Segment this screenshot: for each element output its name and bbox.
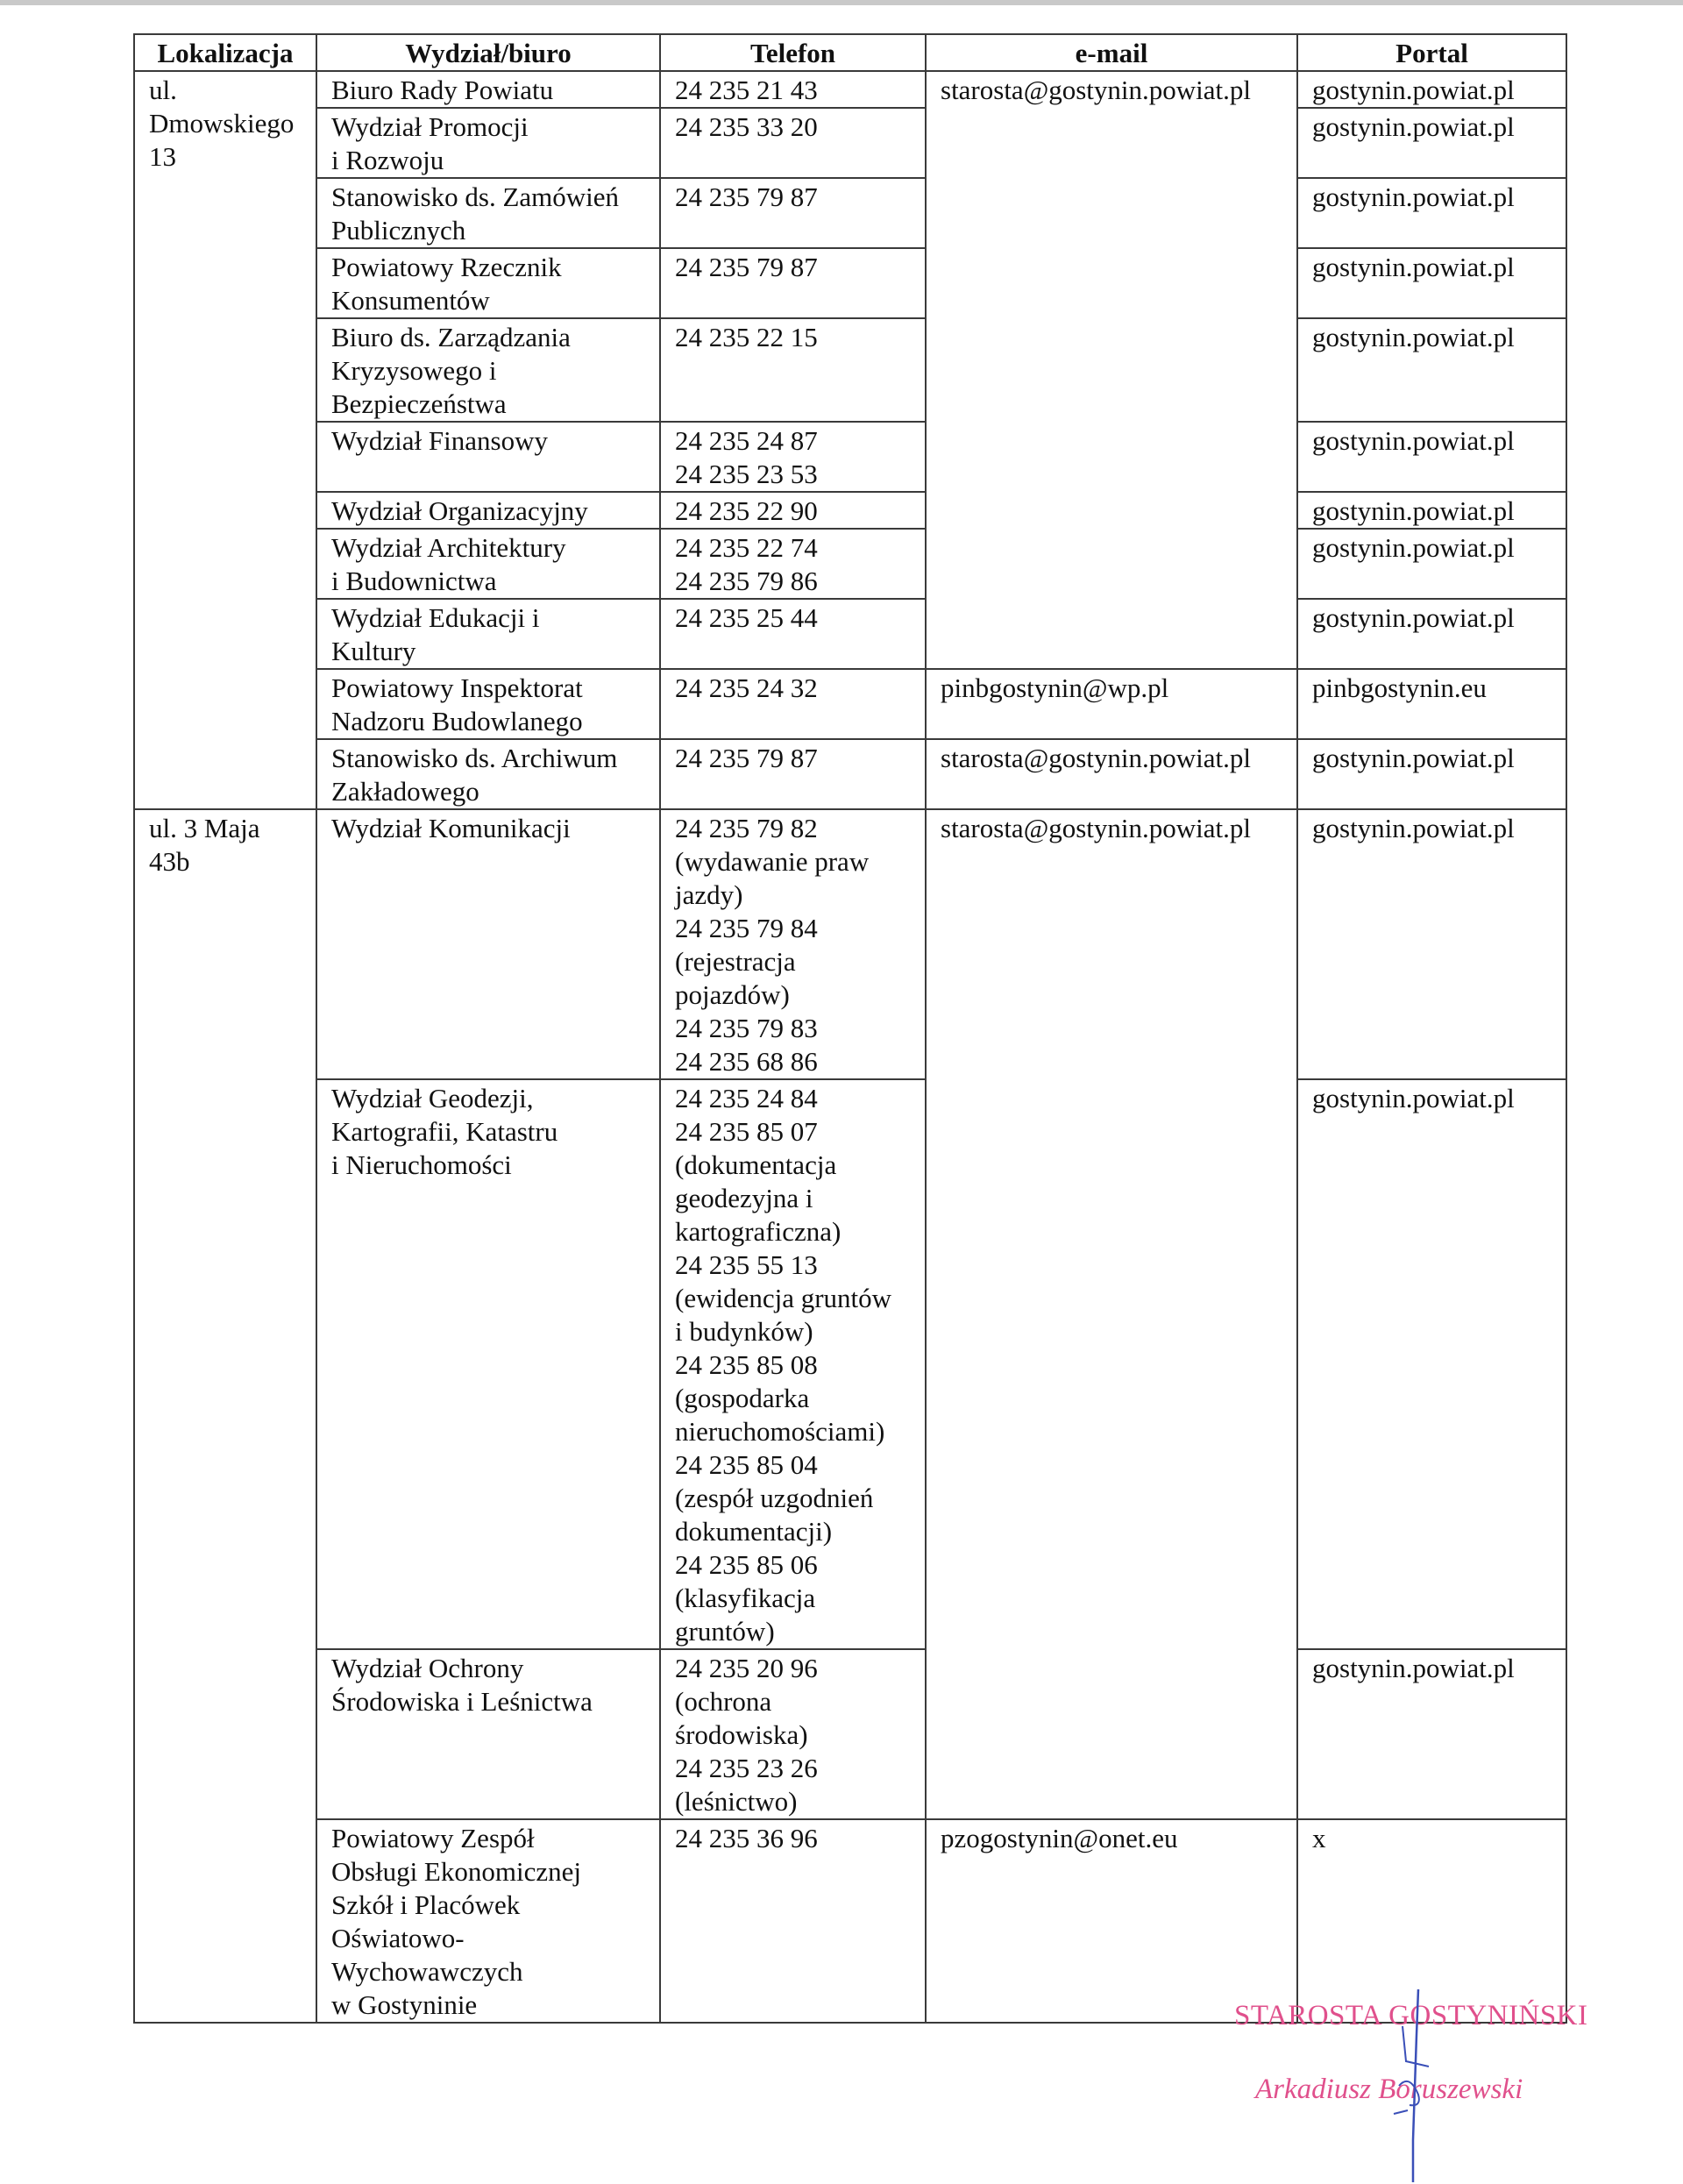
office-line: i Nieruchomości — [331, 1149, 512, 1180]
phone-cell — [660, 599, 926, 669]
phone-cell — [660, 492, 926, 529]
location-line: ul. — [149, 75, 177, 105]
phone-cell — [660, 178, 926, 248]
table-row — [134, 422, 1566, 492]
office-line: Powiatowy Rzecznik — [331, 252, 562, 282]
office-line: Biuro Rady Powiatu — [331, 75, 554, 105]
office-line: Wydział Geodezji, — [331, 1083, 534, 1113]
phone-line: geodezyjna i — [675, 1183, 813, 1213]
phone-line: 24 235 79 87 — [675, 252, 818, 282]
phone-line: jazdy) — [675, 879, 743, 910]
office-cell — [316, 108, 660, 178]
phone-line: 24 235 22 74 — [675, 532, 818, 563]
phone-line: 24 235 85 07 — [675, 1116, 818, 1147]
office-cell — [316, 1079, 660, 1649]
phone-line: 24 235 24 87 — [675, 425, 818, 456]
phone-line: 24 235 85 08 — [675, 1349, 818, 1380]
signature-mark — [1367, 1982, 1446, 2184]
phone-line: 24 235 22 90 — [675, 495, 818, 526]
table-row — [134, 739, 1566, 809]
phone-line: 24 235 23 53 — [675, 459, 818, 489]
office-cell — [316, 669, 660, 739]
office-cell — [316, 178, 660, 248]
office-line: Powiatowy Inspektorat — [331, 672, 583, 703]
portal-cell[interactable]: gostynin.powiat.pl — [1297, 422, 1566, 492]
phone-line: 24 235 85 06 — [675, 1549, 818, 1580]
office-line: Wydział Finansowy — [331, 425, 548, 456]
phone-line: (dokumentacja — [675, 1149, 837, 1180]
office-line: Bezpieczeństwa — [331, 388, 507, 419]
table-row — [134, 809, 1566, 1079]
office-cell — [316, 1649, 660, 1819]
portal-cell[interactable]: pinbgostynin.eu — [1297, 669, 1566, 739]
phone-line: (ochrona — [675, 1686, 772, 1717]
phone-line: 24 235 20 96 — [675, 1653, 818, 1683]
header-lokalizacja: Lokalizacja — [134, 34, 316, 71]
portal-cell[interactable]: gostynin.powiat.pl — [1297, 529, 1566, 599]
location-cell — [134, 71, 316, 809]
header-portal: Portal — [1297, 34, 1566, 71]
phone-line: kartograficzna) — [675, 1216, 842, 1247]
phone-line: 24 235 79 87 — [675, 743, 818, 773]
office-line: Oświatowo- — [331, 1923, 465, 1953]
office-line: Stanowisko ds. Zamówień — [331, 181, 620, 212]
contacts-table — [133, 33, 1567, 2024]
stamp-name: Arkadiusz Boruszewski — [1255, 2074, 1523, 2105]
portal-cell[interactable]: gostynin.powiat.pl — [1297, 492, 1566, 529]
office-line: Stanowisko ds. Archiwum — [331, 743, 618, 773]
table-row — [134, 669, 1566, 739]
portal-cell[interactable]: gostynin.powiat.pl — [1297, 599, 1566, 669]
phone-line: 24 235 21 43 — [675, 75, 818, 105]
table-row — [134, 1649, 1566, 1819]
portal-cell[interactable]: gostynin.powiat.pl — [1297, 1649, 1566, 1819]
office-line: Środowiska i Leśnictwa — [331, 1686, 593, 1717]
phone-line: (ewidencja gruntów — [675, 1283, 892, 1313]
location-line: 43b — [149, 846, 190, 877]
office-line: i Budownictwa — [331, 566, 497, 596]
phone-line: 24 235 36 96 — [675, 1823, 818, 1853]
portal-cell: x — [1297, 1819, 1566, 2023]
table-row — [134, 529, 1566, 599]
phone-cell — [660, 1649, 926, 1819]
email-cell[interactable]: pinbgostynin@wp.pl — [926, 669, 1297, 739]
table-row — [134, 178, 1566, 248]
portal-cell[interactable]: gostynin.powiat.pl — [1297, 809, 1566, 1079]
phone-line: 24 235 25 44 — [675, 602, 818, 633]
office-line: Publicznych — [331, 215, 466, 245]
phone-line: (rejestracja — [675, 946, 796, 977]
portal-cell[interactable]: gostynin.powiat.pl — [1297, 71, 1566, 108]
office-line: Obsługi Ekonomicznej — [331, 1856, 581, 1887]
phone-line: (gospodarka — [675, 1383, 810, 1413]
office-line: Konsumentów — [331, 285, 490, 316]
office-line: Wydział Organizacyjny — [331, 495, 588, 526]
table-row — [134, 108, 1566, 178]
email-cell[interactable]: pzogostynin@onet.eu — [926, 1819, 1297, 2023]
table-row — [134, 1819, 1566, 2023]
portal-cell[interactable]: gostynin.powiat.pl — [1297, 108, 1566, 178]
phone-line: 24 235 24 84 — [675, 1083, 818, 1113]
phone-line: 24 235 79 86 — [675, 566, 818, 596]
office-cell — [316, 248, 660, 318]
office-cell — [316, 1819, 660, 2023]
office-line: Kryzysowego i — [331, 355, 497, 386]
phone-cell — [660, 809, 926, 1079]
phone-line: 24 235 85 04 — [675, 1449, 818, 1480]
phone-cell — [660, 108, 926, 178]
office-line: Wydział Komunikacji — [331, 813, 571, 843]
phone-line: nieruchomościami) — [675, 1416, 885, 1447]
phone-line: 24 235 79 87 — [675, 181, 818, 212]
phone-cell — [660, 318, 926, 422]
phone-line: (zespół uzgodnień — [675, 1483, 874, 1513]
office-line: Zakładowego — [331, 776, 479, 807]
phone-cell — [660, 669, 926, 739]
table-body — [134, 71, 1566, 2023]
phone-line: i budynków) — [675, 1316, 813, 1347]
office-line: Szkół i Placówek — [331, 1889, 521, 1920]
office-line: Wydział Ochrony — [331, 1653, 524, 1683]
portal-cell[interactable]: gostynin.powiat.pl — [1297, 248, 1566, 318]
location-cell — [134, 809, 316, 2023]
table-row — [134, 599, 1566, 669]
phone-line: 24 235 68 86 — [675, 1046, 818, 1077]
office-line: Wydział Promocji — [331, 111, 529, 142]
portal-cell[interactable]: gostynin.powiat.pl — [1297, 1079, 1566, 1649]
office-line: w Gostyninie — [331, 1989, 478, 2020]
office-cell — [316, 529, 660, 599]
location-line: Dmowskiego — [149, 108, 295, 139]
phone-line: dokumentacji) — [675, 1516, 833, 1547]
office-cell — [316, 599, 660, 669]
location-line: 13 — [149, 141, 176, 172]
office-cell — [316, 71, 660, 108]
phone-line: (leśnictwo) — [675, 1786, 798, 1817]
phone-line: 24 235 79 83 — [675, 1013, 818, 1043]
header-wydzial: Wydział/biuro — [316, 34, 660, 71]
table-row — [134, 71, 1566, 108]
office-line: Powiatowy Zespół — [331, 1823, 535, 1853]
phone-line: 24 235 22 15 — [675, 322, 818, 352]
phone-cell — [660, 1079, 926, 1649]
email-cell[interactable]: starosta@gostynin.powiat.pl — [926, 739, 1297, 809]
phone-line: 24 235 33 20 — [675, 111, 818, 142]
portal-cell[interactable]: gostynin.powiat.pl — [1297, 178, 1566, 248]
office-line: Wychowawczych — [331, 1956, 523, 1987]
phone-line: środowiska) — [675, 1719, 808, 1750]
phone-line: 24 235 24 32 — [675, 672, 818, 703]
email-cell[interactable]: starosta@gostynin.powiat.pl — [926, 809, 1297, 1819]
email-cell[interactable]: starosta@gostynin.powiat.pl — [926, 71, 1297, 669]
phone-cell — [660, 1819, 926, 2023]
phone-cell — [660, 739, 926, 809]
table-row — [134, 492, 1566, 529]
office-cell — [316, 739, 660, 809]
office-cell — [316, 422, 660, 492]
office-line: Kartografii, Katastru — [331, 1116, 558, 1147]
table-header-row — [134, 34, 1566, 71]
office-cell — [316, 809, 660, 1079]
phone-line: 24 235 79 82 — [675, 813, 818, 843]
office-cell — [316, 318, 660, 422]
stamp-title: STAROSTA GOSTYNIŃSKI — [1234, 2000, 1588, 2031]
portal-cell[interactable]: gostynin.powiat.pl — [1297, 318, 1566, 422]
office-line: Wydział Edukacji i — [331, 602, 540, 633]
office-line: Kultury — [331, 636, 416, 666]
phone-line: pojazdów) — [675, 979, 790, 1010]
phone-cell — [660, 529, 926, 599]
office-line: Nadzoru Budowlanego — [331, 706, 583, 736]
office-line: i Rozwoju — [331, 145, 444, 175]
phone-cell — [660, 248, 926, 318]
phone-line: gruntów) — [675, 1616, 775, 1647]
office-line: Wydział Architektury — [331, 532, 566, 563]
phone-line: 24 235 55 13 — [675, 1249, 818, 1280]
location-line: ul. 3 Maja — [149, 813, 260, 843]
portal-cell[interactable]: gostynin.powiat.pl — [1297, 739, 1566, 809]
phone-line: (klasyfikacja — [675, 1583, 816, 1613]
office-cell — [316, 492, 660, 529]
table-row — [134, 1079, 1566, 1649]
table-row — [134, 318, 1566, 422]
table-row — [134, 248, 1566, 318]
header-telefon: Telefon — [660, 34, 926, 71]
phone-cell — [660, 422, 926, 492]
phone-line: (wydawanie praw — [675, 846, 870, 877]
header-email: e-mail — [926, 34, 1297, 71]
phone-line: 24 235 23 26 — [675, 1753, 818, 1783]
document-page — [0, 5, 1683, 2180]
office-line: Biuro ds. Zarządzania — [331, 322, 571, 352]
phone-cell — [660, 71, 926, 108]
phone-line: 24 235 79 84 — [675, 913, 818, 943]
